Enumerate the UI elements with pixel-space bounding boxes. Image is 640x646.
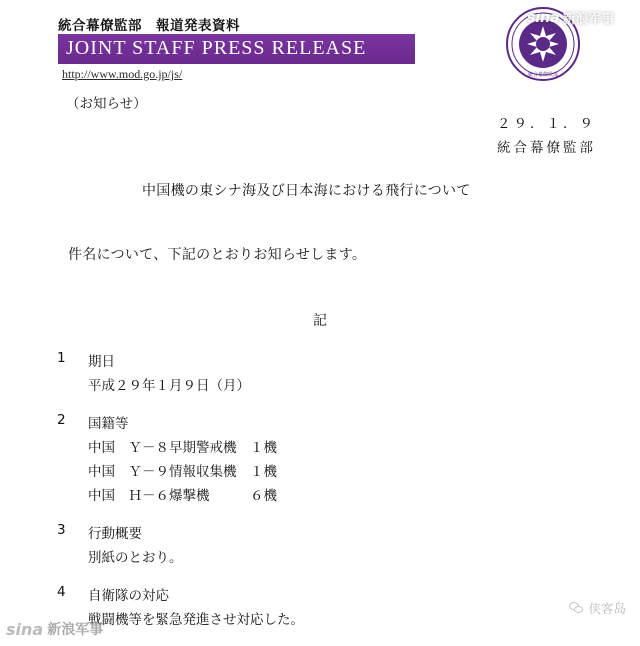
header-org-line: 統合幕僚監部 報道発表資料 xyxy=(58,18,240,34)
svg-text:統合幕僚監部: 統合幕僚監部 xyxy=(527,72,559,78)
sina-watermark-top xyxy=(527,8,615,27)
item-number: 3 xyxy=(57,522,66,538)
item-detail-line: 戦闘機等を緊急発進させ対応した。 xyxy=(88,612,304,628)
wechat-account-label: 侠客岛 xyxy=(588,601,626,616)
list-item xyxy=(0,522,640,570)
item-title: 自衛隊の対応 xyxy=(88,588,169,604)
notice-label: （お知らせ） xyxy=(66,96,147,112)
mod-url-link[interactable]: http://www.mod.go.jp/js/ xyxy=(62,67,183,81)
issuing-organization: 統合幕僚監部 xyxy=(497,140,596,156)
wechat-watermark xyxy=(569,599,626,617)
item-number: 4 xyxy=(57,584,66,600)
press-release-title xyxy=(66,37,416,60)
item-detail-line: 中国 Ｈ－６爆撃機 ６機 xyxy=(88,488,277,504)
press-release-title-text: JOINT STAFF PRESS RELEASE xyxy=(66,37,367,59)
list-item xyxy=(0,412,640,508)
item-detail-line: 平成２９年１月９日（月） xyxy=(88,378,250,394)
sina-watermark-bottom xyxy=(6,619,103,639)
item-detail-line: 別紙のとおり。 xyxy=(88,550,183,566)
list-item xyxy=(0,350,640,398)
item-detail-line: 中国 Ｙ－８早期警戒機 １機 xyxy=(88,440,277,456)
item-number: 1 xyxy=(57,350,66,366)
sina-watermark-top-label: 新浪军事 xyxy=(562,12,615,27)
document-date: ２９．１．９ xyxy=(497,116,596,132)
item-detail-line: 中国 Ｙ－９情報収集機 １機 xyxy=(88,464,277,480)
item-title: 行動概要 xyxy=(88,526,142,542)
sina-watermark-bottom-label: 新浪军事 xyxy=(47,622,104,638)
lead-paragraph: 件名について、下記のとおりお知らせします。 xyxy=(68,247,367,263)
items-list xyxy=(0,350,640,646)
item-title: 国籍等 xyxy=(88,416,129,432)
document-subject: 中国機の東シナ海及び日本海における飛行について xyxy=(142,183,471,199)
item-number: 2 xyxy=(57,412,66,428)
item-title: 期日 xyxy=(88,354,115,370)
sina-logo-bottom: sina xyxy=(6,619,44,639)
sina-logo-top: sina xyxy=(527,9,560,26)
wechat-icon xyxy=(569,602,583,614)
ki-marker: 記 xyxy=(313,313,327,329)
